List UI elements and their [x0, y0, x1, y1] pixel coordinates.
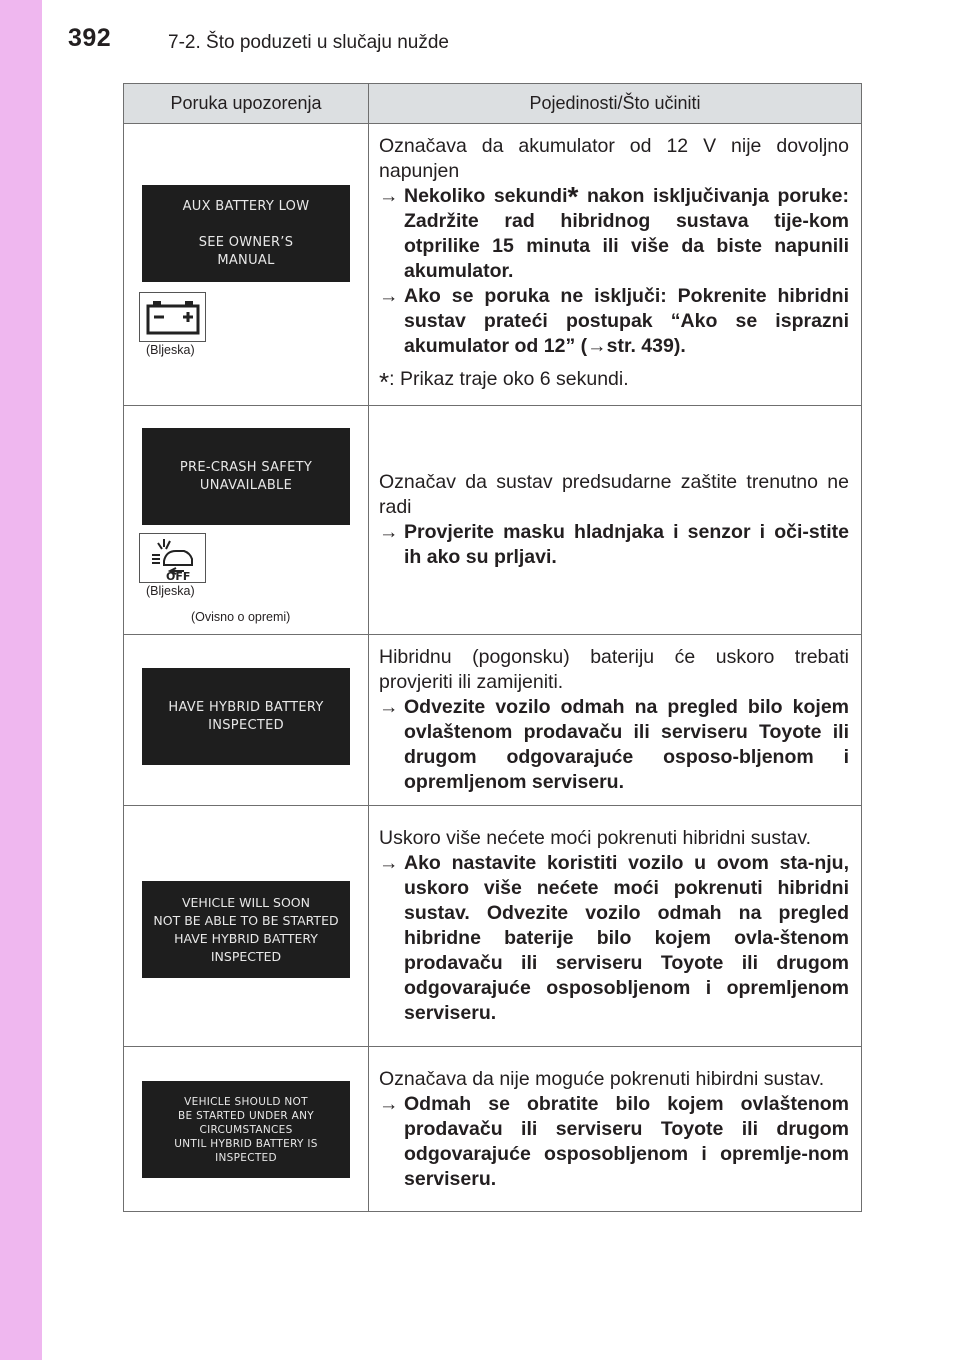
message-cell: [124, 635, 369, 806]
page-reference-link[interactable]: str. 439).: [606, 335, 686, 357]
col-header-message: Poruka upozorenja: [124, 84, 369, 124]
details-cell: [369, 1047, 862, 1212]
message-cell: [124, 1047, 369, 1212]
table-row: [124, 635, 862, 806]
details-cell: [369, 406, 862, 635]
arrow-icon: →: [379, 521, 399, 543]
arrow-icon: →: [379, 1092, 399, 1115]
message-cell: [124, 806, 369, 1047]
message-cell: [124, 406, 369, 635]
detail-intro: Hibridnu (pogonsku) bateriju će uskoro trebati provjeriti ili zamijeniti.: [379, 646, 849, 693]
aux-battery-low-display: AUX BATTERY LOW SEE OWNER’S MANUAL: [142, 185, 350, 282]
flash-caption: (Bljeska): [146, 584, 195, 598]
footnote-marker: *: [567, 181, 579, 212]
pre-crash-safety-display: PRE-CRASH SAFETY UNAVAILABLE: [142, 428, 350, 525]
svg-text:OFF: OFF: [165, 570, 190, 581]
detail-intro: Označava da nije moguće pokrenuti hibirdni sustav.: [379, 1067, 825, 1090]
footnote: *: Prikaz traje oko 6 sekundi.: [379, 367, 629, 397]
detail-action: → Odmah se obratite bilo kojem ovlaštenom prodavaču ili serviseru Toyote ili drugom odgovarajuće osposobljenom i opremlje-nom serviseru.: [379, 1092, 849, 1190]
details-cell: [369, 124, 862, 406]
table-row: [124, 124, 862, 406]
table-header-row: [124, 84, 862, 124]
table-row: [124, 806, 862, 1047]
page-number: 392: [68, 24, 112, 52]
detail-action: → Ako se poruka ne isključi: Pokrenite hibridni sustav prateći postupak “Ako se isprazni akumulator od 12” (→str. 439).: [379, 285, 849, 357]
flash-caption: (Bljeska): [146, 343, 195, 357]
message-cell: [124, 124, 369, 406]
battery-icon: [139, 292, 206, 342]
side-strip: [0, 0, 42, 1360]
table-row: [124, 406, 862, 635]
table-row: [124, 1047, 862, 1212]
arrow-icon: →: [379, 852, 399, 874]
arrow-icon: →: [379, 285, 399, 307]
col-header-details: Pojedinosti/Što učiniti: [369, 84, 862, 124]
arrow-icon: →: [587, 335, 607, 357]
detail-intro: Označava da akumulator od 12 V nije dovoljno napunjen: [379, 135, 849, 182]
detail-action: → Ako nastavite koristiti vozilo u ovom sta-nju, uskoro više nećete moći pokrenuti hibridni sustav. Odvezite vozilo odmah na pregled hibridne baterije bilo kojem ovla-štenom prodavaču ili serviseru Toyote ili drugom odgovarajuće osposobljenom i opremljenom serviseru.: [379, 852, 849, 1024]
warning-message-table: [123, 83, 862, 1212]
details-cell: [369, 635, 862, 806]
detail-action: → Provjerite masku hladnjaka i senzor i oči-stite ih ako su prljavi.: [379, 521, 849, 568]
detail-action: → Nekoliko sekundi* nakon isključivanja poruke: Zadržite rad hibridnog sustava tije-kom otprilike 15 minuta ili više da biste napunili akumulator.: [379, 181, 849, 282]
section-title: 7-2. Što poduzeti u slučaju nužde: [168, 32, 449, 53]
pre-crash-off-icon: [139, 533, 206, 583]
arrow-icon: →: [379, 696, 399, 718]
equipment-note: (Ovisno o opremi): [191, 610, 291, 624]
detail-action: → Odvezite vozilo odmah na pregled bilo kojem ovlaštenom prodavaču ili serviseru Toyote ili drugom odgovarajuće osposo-bljenom i opremljenom serviseru.: [379, 696, 849, 793]
arrow-icon: →: [379, 185, 399, 207]
detail-intro: Označav da sustav predsudarne zaštite trenutno ne radi: [379, 471, 849, 518]
details-cell: [369, 806, 862, 1047]
hybrid-battery-display: HAVE HYBRID BATTERY INSPECTED: [142, 668, 350, 765]
detail-intro: Uskoro više nećete moći pokrenuti hibridni sustav.: [379, 827, 812, 849]
vehicle-should-not-start-display: VEHICLE SHOULD NOT BE STARTED UNDER ANY CIRCUMSTANCES UNTIL HYBRID BATTERY IS INSPECTED: [142, 1081, 350, 1178]
vehicle-will-soon-display: VEHICLE WILL SOON NOT BE ABLE TO BE STARTED HAVE HYBRID BATTERY INSPECTED: [142, 881, 350, 978]
